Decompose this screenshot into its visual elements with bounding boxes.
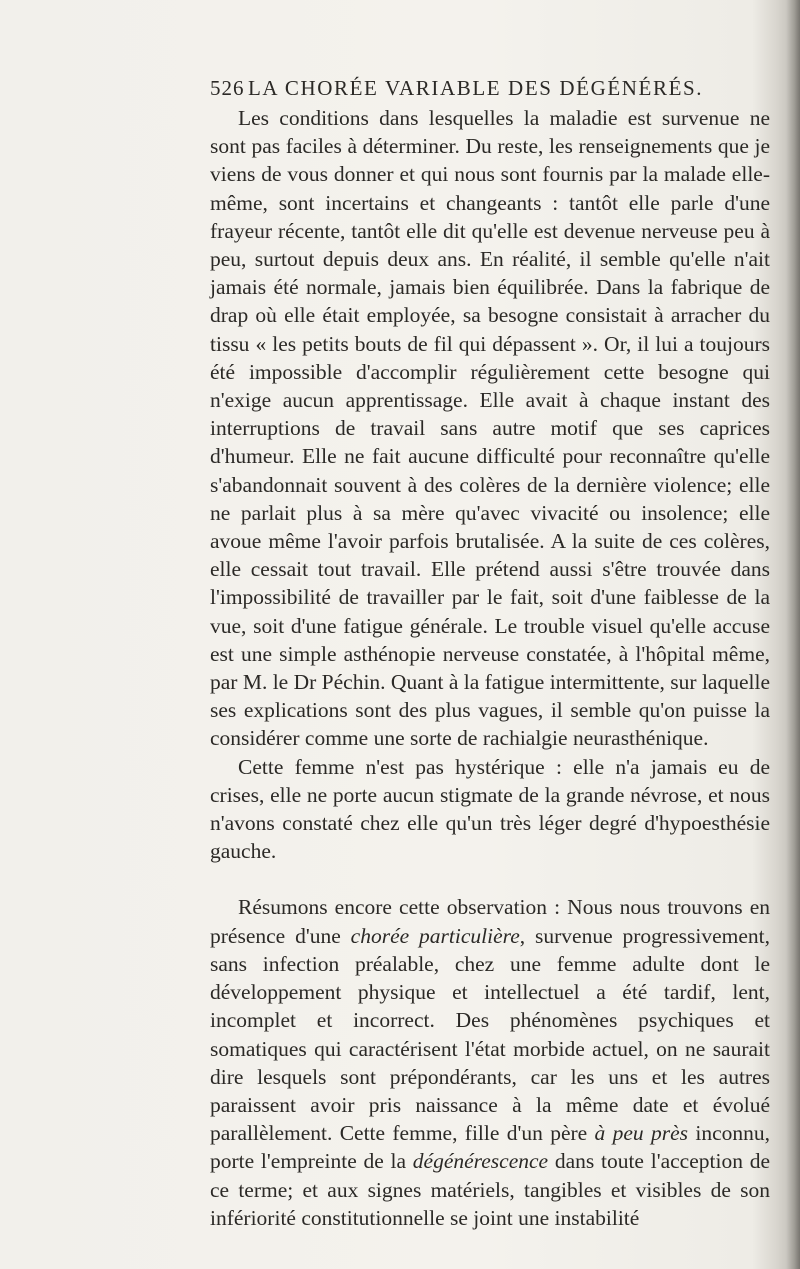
running-title: LA CHORÉE VARIABLE DES DÉGÉNÉRÉS. [248,76,704,100]
paragraph-3-text-a: Résumons encore cette observation : Nous nous trouvons en présence d'une [210,895,770,948]
paragraph-3-italic-c: dégénérescence [412,1149,549,1174]
paragraph-3-italic-b: à peu près [594,1121,689,1146]
paragraph-3-text-b: , survenue progressivement, sans infection préalable, chez une femme adulte dont le développement physique et intellectuel a été tardif, lent, incomplet et incorrect. Des phénomènes psychiques et somatiques qui caractérisent l'état morbide actuel, on ne saurait dire lesquels sont prépondérants, car les uns et les autres paraissent avoir pris naissance à la même date et évolué parallèlement. Cette femme, fille d'un père [210,923,770,1146]
paragraph-2: Cette femme n'est pas hystérique : elle n'a jamais eu de crises, elle ne porte aucun stigmate de la grande névrose, et nous n'avons constaté chez elle qu'un très léger degré d'hypoesthésie gauche. [210,754,770,864]
body-text [210,104,770,1232]
paragraph-3 [210,893,770,1231]
paragraph-3-italic-a: chorée particulière [350,923,520,948]
paragraph-3-text-d: dans toute l'acception de ce terme; et aux signes matériels, tangibles et visibles de son infériorité constitutionnelle se joint une instabilité [210,1149,770,1230]
paragraph-1: Les conditions dans lesquelles la maladie est survenue ne sont pas faciles à déterminer. Du reste, les renseignements que je viens de vous donner et qui nous sont fournis par la malade elle-même, sont incertains et changeants : tantôt elle parle d'une frayeur récente, tantôt elle dit qu'elle est devenue nerveuse peu à peu, surtout depuis deux ans. En réalité, il semble qu'elle n'ait jamais été normale, jamais bien équilibrée. Dans la fabrique de drap où elle était employée, sa besogne consistait à arracher du tissu « les petits bouts de fil qui dépassent ». Or, il lui a toujours été impossible d'accomplir régulièrement cette besogne qui n'exige aucun apprentissage. Elle avait à chaque instant des interruptions de travail sans autre motif que ses caprices d'humeur. Elle ne fait aucune difficulté pour reconnaître qu'elle s'abandonnait souvent à des colères de la dernière violence; elle ne parlait plus à sa mère qu'avec vivacité ou insolence; elle avoue même l'avoir parfois brutalisée. A la suite de ces colères, elle cessait tout travail. Elle prétend aussi s'être trouvée dans l'impossibilité de travailler par le fait, soit d'une faiblesse de la vue, soit d'une fatigue générale. Le trouble visuel qu'elle accuse est une simple asthénopie nerveuse constatée, à l'hôpital même, par M. le Dr Péchin. Quant à la fatigue intermittente, sur laquelle ses explications sont des plus vagues, il semble qu'on puisse la considérer comme une sorte de rachialgie neurasthénique. [210,106,771,751]
page-number: 526 [210,76,245,100]
paragraph-3-text-c: inconnu, porte l'empreinte de la [210,1121,770,1174]
page-edge-shadow [786,0,800,1269]
